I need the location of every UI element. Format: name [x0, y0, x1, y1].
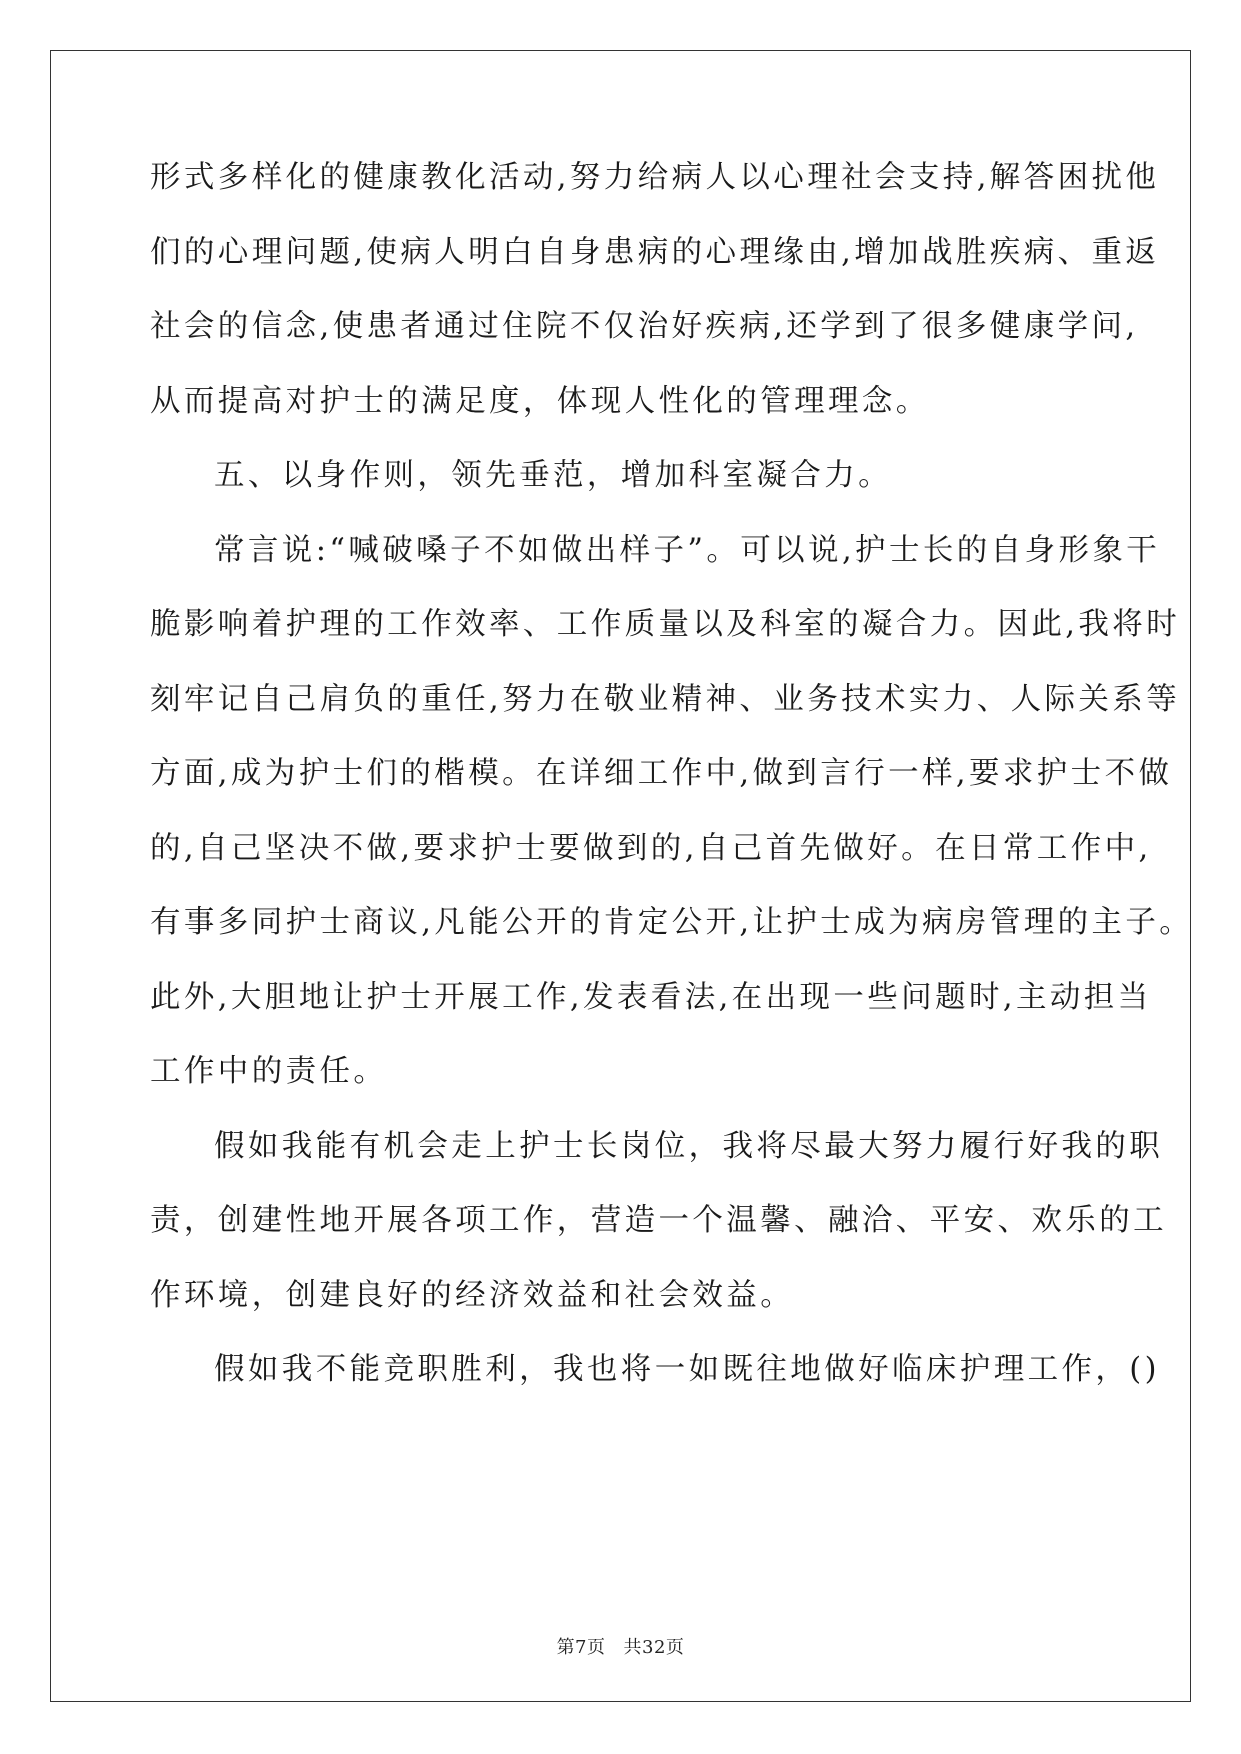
total-pages: 共32页	[623, 1637, 685, 1658]
text-line-8: 刻牢记自己肩负的重任,努力在敬业精神、业务技术实力、人际关系等	[150, 681, 1181, 717]
text-line-4: 从而提高对护士的满足度，体现人性化的管理理念。	[150, 383, 930, 419]
text-line-7: 脆影响着护理的工作效率、工作质量以及科室的凝合力。因此,我将时	[150, 607, 1181, 642]
document-body	[150, 158, 1194, 1425]
text-line-2: 们的心理问题,使病人明白自身患病的心理缘由,增加战胜疾病、重返	[150, 234, 1160, 270]
text-line-13: 工作中的责任。	[150, 1054, 388, 1089]
text-line-16: 作环境，创建良好的经济效益和社会效益。	[150, 1277, 795, 1313]
text-line-6: 常言说:“喊破嗓子不如做出样子”。可以说,护士长的自身形象干	[214, 532, 1161, 568]
text-line-15: 责，创建性地开展各项工作，营造一个温馨、融洽、平安、欢乐的工	[150, 1203, 1167, 1238]
page-number: 第7页	[556, 1637, 606, 1658]
text-line-9: 方面,成为护士们的楷模。在详细工作中,做到言行一样,要求护士不做	[150, 756, 1173, 791]
page-footer	[0, 1637, 1241, 1659]
text-line-14: 假如我能有机会走上护士长岗位，我将尽最大努力履行好我的职	[214, 1128, 1164, 1164]
text-line-12: 此外,大胆地让护士开展工作,发表看法,在出现一些问题时,主动担当	[150, 979, 1152, 1015]
text-line-1: 形式多样化的健康教化活动,努力给病人以心理社会支持,解答困扰他	[150, 160, 1160, 195]
text-line-17: 假如我不能竞职胜利，我也将一如既往地做好临床护理工作，()	[214, 1352, 1160, 1387]
text-line-10: 的,自己坚决不做,要求护士要做到的,自己首先做好。在日常工作中,	[150, 830, 1152, 866]
section-heading: 五、以身作则，领先垂范，增加科室凝合力。	[214, 458, 892, 493]
text-line-3: 社会的信念,使患者通过住院不仅治好疾病,还学到了很多健康学问,	[150, 309, 1139, 344]
text-line-11: 有事多同护士商议,凡能公开的肯定公开,让护士成为病房管理的主子。	[150, 905, 1194, 940]
